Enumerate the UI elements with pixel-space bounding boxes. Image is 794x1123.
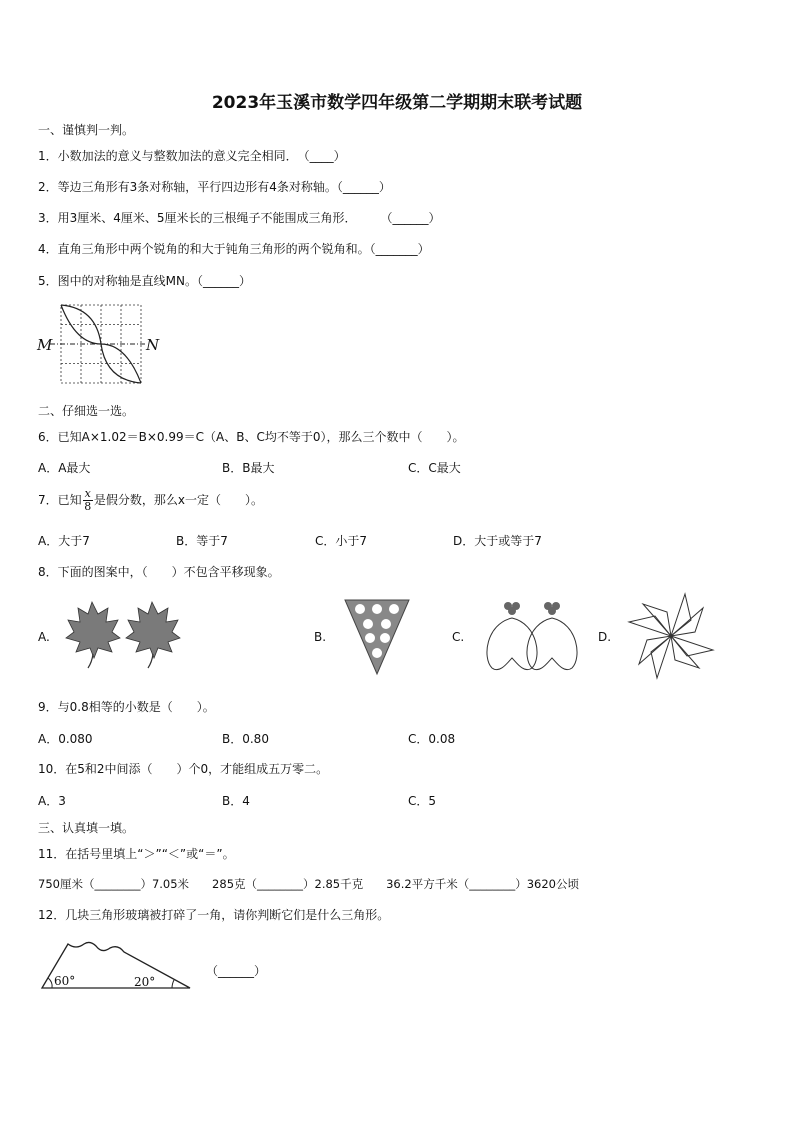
question-6: 6．已知A×1.02＝B×0.99＝C（A、B、C均不等于0），那么三个数中（ ）。 [38,430,465,444]
q7-prefix: 7．已知 [38,493,82,507]
question-1: 1．小数加法的意义与整数加法的意义完全相同． （____） [38,149,346,163]
page-title: 2023年玉溪市数学四年级第二学期期末联考试题 [211,93,583,113]
q6-option-a: A．A最大 [38,461,91,475]
question-7 [38,488,263,513]
symmetry-grid-figure [36,300,166,390]
question-2: 2．等边三角形有3条对称轴，平行四边形有4条对称轴。（______） [38,180,391,194]
pinwheel-image [625,590,717,682]
question-3: 3．用3厘米、4厘米、5厘米长的三根绳子不能围成三角形． （______） [38,211,441,225]
q9-option-c: C．0.08 [408,732,456,746]
question-5: 5．图中的对称轴是直线MN。（______） [38,274,251,288]
section-3-heading: 三、认真填一填。 [38,821,135,835]
section-2-heading: 二、仔细选一选。 [38,404,135,418]
q7-option-b: B．等于7 [176,534,228,548]
q10-option-a: A．3 [38,794,66,808]
q7-fraction [83,488,93,513]
q6-option-b: B．B最大 [222,461,275,475]
q8-label-b: B. [314,630,327,644]
question-12: 12．几块三角形玻璃被打碎了一角，请你判断它们是什么三角形。 [38,908,390,922]
q7-numerator: x [84,487,91,500]
question-9: 9．与0.8相等的小数是（ ）。 [38,700,215,714]
maple-leaves-image [62,598,186,672]
q12-answer-blank: （______） [206,964,267,978]
angle-20-label: 20° [134,975,156,989]
triangle-flowers-image [343,598,411,676]
q10-option-c: C．5 [408,794,437,808]
label-m: M [37,336,53,354]
section-1-heading: 一、谨慎判一判。 [38,123,135,137]
label-n: N [146,336,160,354]
q7-denominator: 8 [84,500,92,513]
q8-label-a: A. [38,630,50,644]
q11-comparisons: 750厘米（________）7.05米 285克（________）2.85千克 36.2平方千米（________）3620公顷 [38,877,579,891]
q7-option-a: A．大于7 [38,534,90,548]
question-11: 11．在括号里填上“＞”“＜”或“＝”。 [38,847,235,861]
question-4: 4．直角三角形中两个锐角的和大于钝角三角形的两个锐角和。（_______） [38,242,430,256]
q9-option-a: A．0.080 [38,732,93,746]
q7-option-d: D．大于或等于7 [453,534,542,548]
q9-option-b: B．0.80 [222,732,269,746]
broken-triangle-figure [40,940,200,992]
q8-label-d: D. [598,630,612,644]
question-10: 10．在5和2中间添（ ）个0，才能组成五万零二。 [38,762,329,776]
double-heart-outline-image [482,598,582,674]
question-8: 8．下面的图案中，（ ）不包含平移现象。 [38,565,280,579]
q8-label-c: C. [452,630,465,644]
q7-suffix: 是假分数，那么x一定（ ）。 [93,493,263,507]
q7-option-c: C．小于7 [315,534,368,548]
q6-option-c: C．C最大 [408,461,461,475]
angle-60-label: 60° [54,974,76,988]
q10-option-b: B．4 [222,794,250,808]
